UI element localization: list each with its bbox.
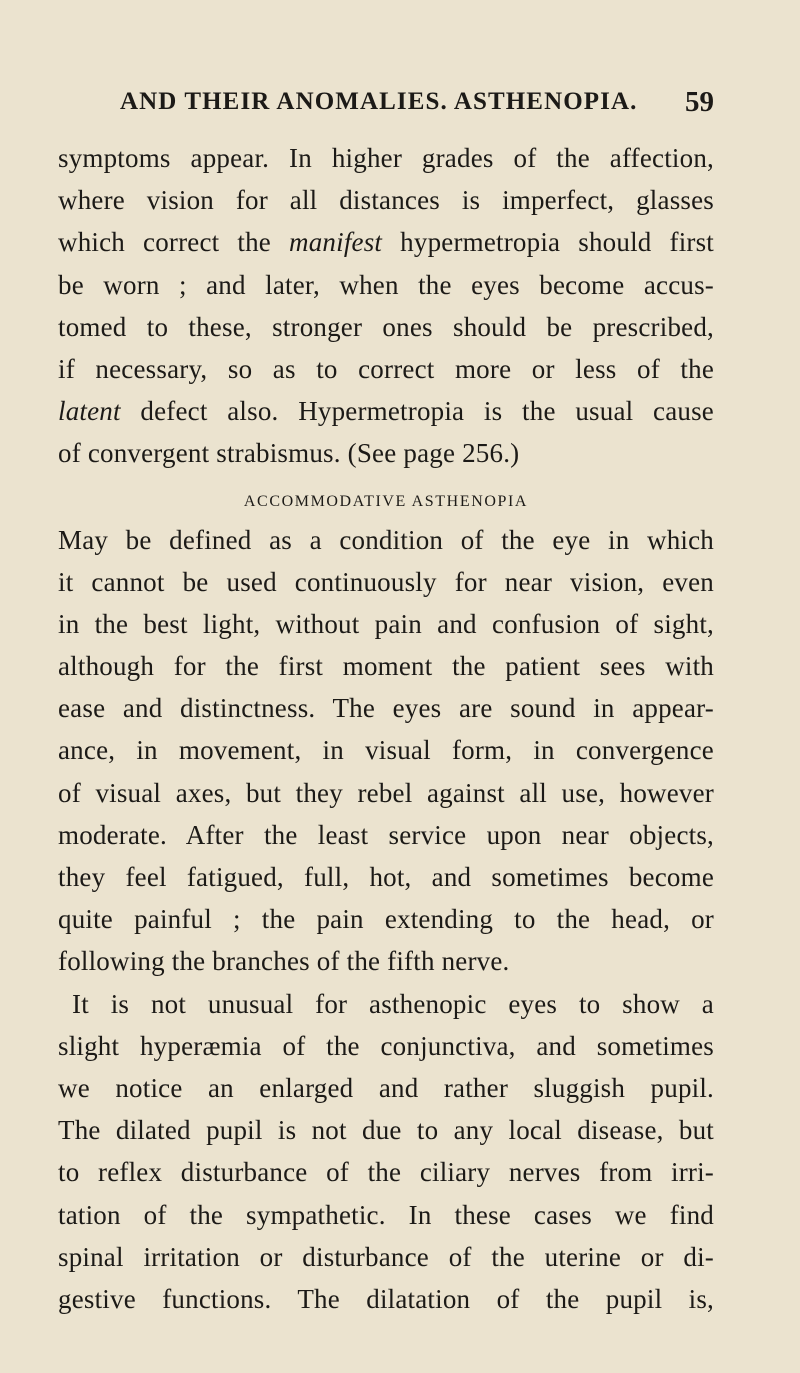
text-span: which correct the <box>58 227 290 258</box>
text-line: if necessary, so as to correct more or less of the <box>58 353 714 384</box>
section-heading: ACCOMMODATIVE ASTHENOPIA <box>243 492 529 510</box>
text-line: following the branches of the fifth nerve. <box>58 946 510 977</box>
running-title: AND THEIR ANOMALIES. ASTHENOPIA. <box>120 88 638 115</box>
text-line: ance, in movement, in visual form, in convergence <box>58 735 714 766</box>
text-line: where vision for all distances is imperfect, glasses <box>58 185 714 216</box>
text-span: hypermetropia should first <box>382 227 714 258</box>
text-line: It is not unusual for asthenopic eyes to show a <box>72 988 714 1019</box>
text-line: May be defined as a condition of the eye in which <box>58 524 714 555</box>
text-line: slight hyperæmia of the conjunctiva, and sometimes <box>58 1030 714 1061</box>
paragraph-2 <box>58 519 714 983</box>
text-line: of visual axes, but they rebel against all use, however <box>58 777 714 808</box>
text-line: it cannot be used continuously for near vision, even <box>58 566 714 597</box>
body-text <box>58 137 714 1320</box>
paragraph-3 <box>58 983 714 1321</box>
text-line: The dilated pupil is not due to any local disease, but <box>58 1115 714 1146</box>
text-line: we notice an enlarged and rather sluggish pupil. <box>58 1072 714 1103</box>
text-line: gestive functions. The dilatation of the pupil is, <box>58 1283 714 1314</box>
text-line <box>58 221 714 263</box>
text-line: symptoms appear. In higher grades of the affection, <box>58 143 714 173</box>
text-line: moderate. After the least service upon near objects, <box>58 819 714 850</box>
text-line: quite painful ; the pain extending to the head, or <box>58 904 714 935</box>
text-line: they feel fatigued, full, hot, and sometimes become <box>58 862 714 892</box>
running-head <box>120 84 714 120</box>
text-line: ease and distinctness. The eyes are sound in appear- <box>58 693 714 724</box>
text-line: of convergent strabismus. (See page 256.) <box>58 438 520 469</box>
text-line: spinal irritation or disturbance of the uterine or di- <box>58 1241 714 1272</box>
text-line: to reflex disturbance of the ciliary nerves from irri- <box>58 1157 714 1188</box>
page-number: 59 <box>685 86 714 118</box>
text-line: tation of the sympathetic. In these cases we find <box>58 1199 714 1230</box>
text-line: tomed to these, stronger ones should be prescribed, <box>58 311 714 342</box>
text-line: be worn ; and later, when the eyes become accus- <box>58 269 714 300</box>
text-span: defect also. Hypermetropia is the usual cause <box>120 396 714 427</box>
text-line: in the best light, without pain and confusion of sight, <box>58 608 714 639</box>
italic-term-latent: latent <box>58 396 121 427</box>
text-line: although for the first moment the patient sees with <box>58 651 714 682</box>
paragraph-1 <box>58 137 714 475</box>
text-line <box>58 390 714 432</box>
italic-term-manifest: manifest <box>289 227 383 258</box>
